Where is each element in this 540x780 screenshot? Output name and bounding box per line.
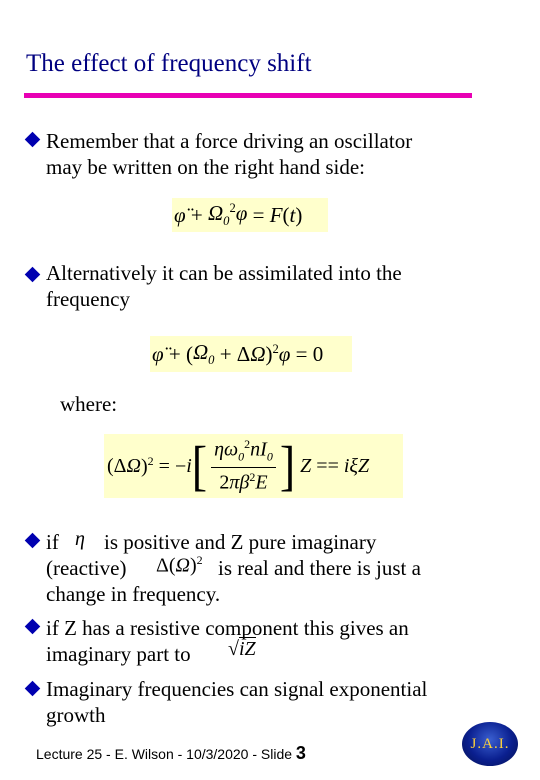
- bullet-5-line-2: growth: [46, 703, 106, 727]
- slide-footer: [36, 743, 306, 764]
- bullet-3-reactive: (reactive): [46, 556, 127, 580]
- eta-symbol: η: [75, 528, 85, 550]
- bullet-3-line-2: is real and there is just a: [218, 556, 421, 580]
- title-underline: [24, 93, 472, 98]
- diamond-bullet-icon: [25, 681, 41, 697]
- diamond-bullet-icon: [25, 533, 41, 549]
- bullet-2-line-1: Alternatively it can be assimilated into the: [46, 261, 402, 285]
- slide-title: The effect of frequency shift: [26, 50, 312, 77]
- bullet-4-line-1: if Z has a resistive component this gives an: [46, 616, 409, 640]
- bullet-4-line-2: imaginary part to: [46, 642, 191, 666]
- sqrt-iz-symbol: √iZ: [228, 638, 256, 660]
- footer-text: Lecture 25 - E. Wilson - 10/3/2020 - Slide: [36, 746, 293, 762]
- bullet-3-line-1: is positive and Z pure imaginary: [104, 530, 377, 554]
- logo-text: J.A.I.: [470, 735, 510, 752]
- slide-number: 3: [295, 743, 306, 763]
- diamond-bullet-icon: [25, 132, 41, 148]
- bullet-3-line-3: change in frequency.: [46, 582, 221, 606]
- where-label: where:: [60, 392, 118, 416]
- bullet-1-line-2: may be written on the right hand side:: [46, 155, 366, 179]
- equation-shifted-frequency: φ̈ + ( $\Omega_0$ + Δ Ω )$^2$ φ = 0: [150, 336, 352, 372]
- diamond-bullet-icon: [25, 619, 41, 635]
- equation-delta-omega: (Δ Ω )$^2$ = − i [ $\frac{\eta\omega_0^2nI_0}{2\pi\beta^2E}$ ] Z == iξZ: [104, 434, 403, 498]
- bullet-2-line-2: frequency: [46, 287, 130, 311]
- bullet-1-line-1: Remember that a force driving an oscillator: [46, 129, 413, 153]
- bullet-3-if: if: [46, 530, 59, 554]
- delta-omega-squared-symbol: $\Delta(\Omega)^2$: [156, 553, 203, 577]
- bullet-5-line-1: Imaginary frequencies can signal exponential: [46, 677, 428, 701]
- equation-forced-oscillator: φ̈ + $\Omega_0^2\varphi$ = F ( t ): [172, 198, 328, 232]
- diamond-bullet-icon: [25, 267, 41, 283]
- jai-logo: [462, 722, 518, 766]
